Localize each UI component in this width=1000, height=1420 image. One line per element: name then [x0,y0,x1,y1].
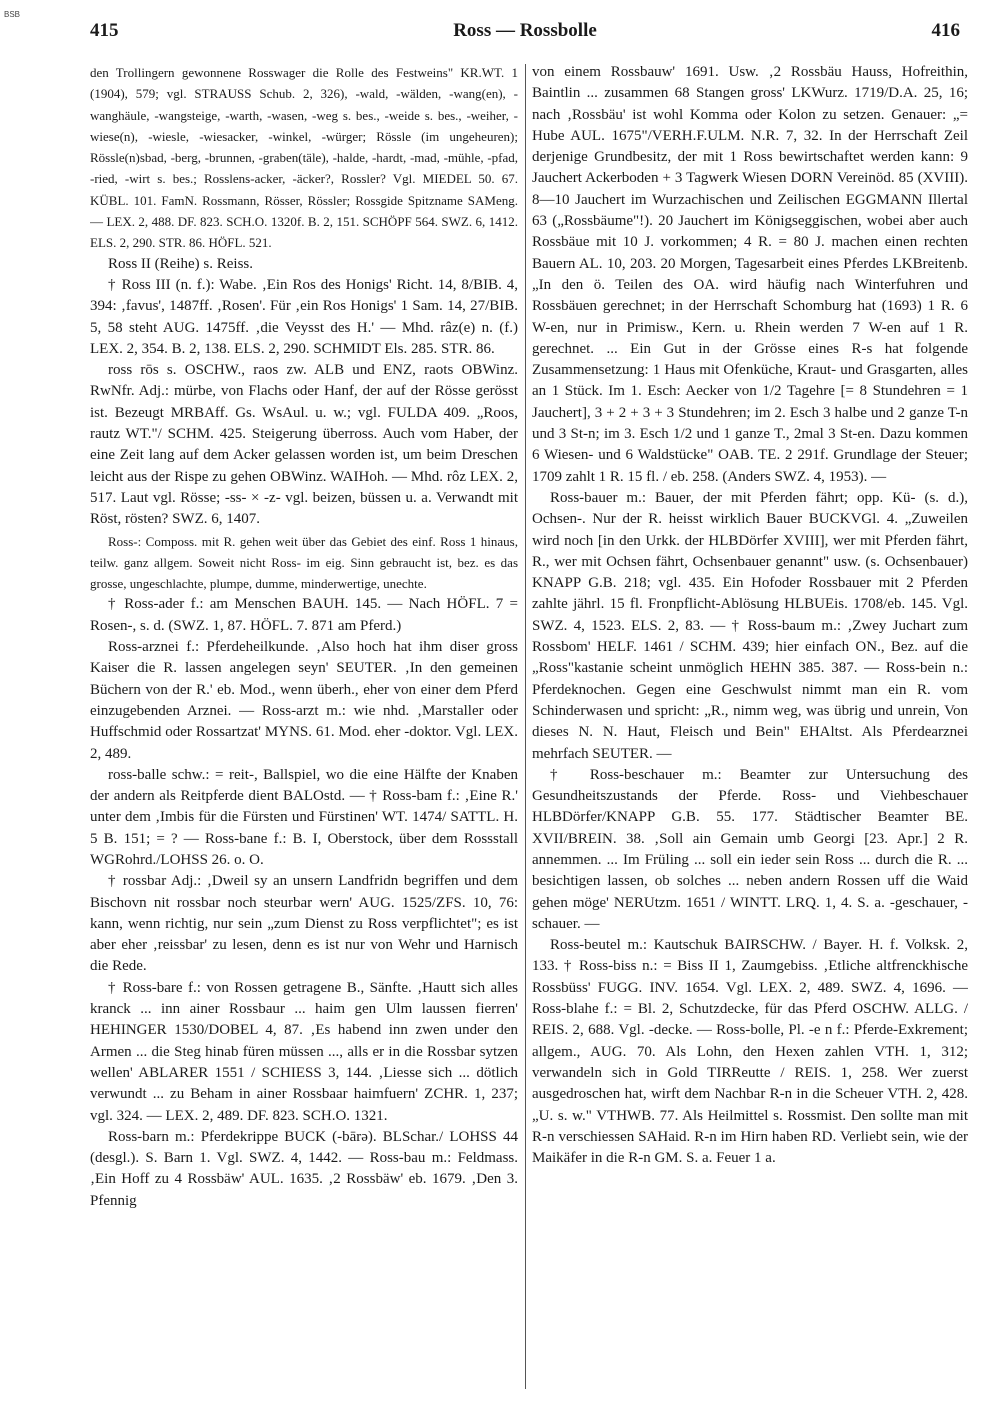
entry-ross-ii: Ross II (Reihe) s. Reiss. [108,255,253,272]
entry-ross-ader: † Ross-ader f.: am Menschen BAUH. 145. — Nach HÖFL. 7 = Rosen-, s. d. (SWZ. 1, 87. HÖFL. 7. 871 am Pferd.) [90,596,518,634]
running-header [90,16,960,46]
column-divider [525,64,526,1389]
entry-ross-iii: † Ross III (n. f.): Wabe. ‚Ein Ros des Honigs' Richt. 14, 8/BIB. 4, 394: ‚favus', 1487ff. ‚Rosen'. Für ‚ein Ros Honigs' 1 Sam. 14, 27/BIB. 5, 58 steht AUG. 1475ff. ‚die Veysst des H.' — Mhd. râz(e) n. (f.) LEX. 2, 354. B. 2, 138. ELS. 2, 290. SCHMIDT Els. 285. STR. 86. [90,276,518,357]
entry-ross-ros: ross rōs s. OSCHW., raos zw. ALB und ENZ, raots OBWinz. RwNfr. Adj.: mürbe, von Flachs oder Hanf, der auf der Rösse gerösst ist. Bezeugt MRBAff. Gs. WsAul. u. w.; vgl. FULDA 409. „Roos, rautz WT."/ SCHM. 425. Steigerung überross. Auch vom Haber, der eine Zeit lang auf dem Acker gelassen worden ist, um beim Dreschen leicht aus der Rispe zu gehen OBWinz. WAIHoh. — Mhd. rôz LEX. 2, 517. Laut vgl. Rösse; -ss- × -z- vgl. beizen, büssen u. a. Verwandt mit Röst, rösten? SWZ. 6, 1407. [90,362,518,528]
right-column [532,62,968,1410]
entry-ross-beutel: Ross-beutel m.: Kautschuk BAIRSCHW. / Bayer. H. f. Volksk. 2, 133. † Ross-biss n.: = Biss II 1, Zaumgebiss. ‚Etliche altfrenckhische Rossbüss' FUGG. INV. 1654. Vgl. LEX. 2, 489. SWZ. 4, 1696. — Ross-blahe f.: = Bl. 2, Schutzdecke, für das Pferd OSCHW. ALLG. / REIS. 2, 688. Vgl. -decke. — Ross-bolle, Pl. -e n f.: Pferde-Exkrement; allgem., AUG. 70. Als Lohn, den Hexen zahlen VTH. 1, 312; verwandeln sich in Gold TIRReutte / REIS. 1, 258. Wer zuerst ausgedroschen hat, wirft dem Nachbar R-n in die Scheuer VTH. 2, 428. „U. s. w." VTHWB. 77. Als Heilmittel s. Rossmist. Den sollte man mit R-n verschiessen SAHaid. R-n im Hirn haben RD. Verliebt sein, wie der Maikäfer in die R-n GM. S. a. Feuer 1 a. [532,937,968,1167]
entry-rossbar: † rossbar Adj.: ‚Dweil sy an unsern Landfridn begriffen und dem Bischovn nit rossbar noch steurbar wern' AUG. 1525/ZFS. 10, 76: kann, wenn richtig, nur sein „zum Dienst zu Ross verpflichtet"; es ist aber eher ‚reissbar' zu lesen, denn es ist nur von Wehr und Harnisch die Rede. [90,873,518,975]
entry-ross-beschauer: † Ross-beschauer m.: Beamter zur Untersuchung des Gesundheitszustands der Pferde. Ross- und Viehbeschauer HLBDörfer/KNAPP G.B. 55. 177. Städtischer Beamter BE. XVII/BREIN. 38. ‚Soll ain Gemain umb Georgi [23. Apr.] 2 R. annemmen. ... Im Früling ... soll ein ieder sein Ross ... durch die R. ... besichtigen lassen, ob solches ... neben andern Rossen uff die Waid gehen möge' NERUtzm. 1651 / WINTT. LRQ. 1, 4. S. a. -geschauer, -schauer. — [532,766,968,932]
entry-ross-barn: Ross-barn m.: Pferdekrippe BUCK (-bārə). BLSchar./ LOHSS 44 (desgl.). S. Barn 1. Vgl. SWZ. 4, 1442. — Ross-bau m.: Feldmass. ‚Ein Hoff zu 4 Rossbäw' AUL. 1635. ‚2 Rossbäw' eb. 1679. ‚Den 3. Pfennig [90,1128,518,1209]
header-title: Ross — Rossbolle [453,20,597,41]
entry-ross-balle: ross-balle schw.: = reit-, Ballspiel, wo die eine Hälfte der Knaben der andern als Reitpferde dient BALOstd. — † Ross-bam f.: ‚Eine R.' unter dem ‚Imbis für die Fürsten und Fürstinen' WT. 1474/ SATTL. H. 5 B. 151; = ? — Ross-bane f.: B. I, Oberstock, über dem Rossstall WGRohrd./LOHSS 26. o. O. [90,766,518,868]
entry-ross-bauer: Ross-bauer m.: Bauer, der mit Pferden fährt; opp. Kü- (s. d.), Ochsen-. Nur der R. heisst wirklich Bauer BUCKVGl. 4. „Zuweilen wird noch [in den Urkk. der HLBDörfer XVIII], wer mit Pferden fährt, R., wer mit Ochsen fährt, Ochsenbauer genannt" usw. (s. Ochsenbauer) KNAPP G.B. 218; vgl. 435. Ein Hofoder Rossbauer mit 2 Pferden zahlte jährl. 15 fl. Fronpflicht-Ablösung HLBUEis. 1708/eb. 145. Vgl. SWZ. 4, 1523. ELS. 2, 83. — † Ross-baum m.: ‚Zwey Juchart zum Rossbom' HELF. 1461 / SCHM. 439; hier einfach ON., Bez. auf die „Ross"kastanie scheint unmöglich HEHN 385. 387. — Ross-bein n.: Pferdeknochen. Gegen eine Geschwulst nimmt man ein R. vom Schinderwasen und spricht: „R., nimm weg, was übrig und unrein, Von dieses N. N. Haut, Fleisch und Bein" EHAltst. Als Pferdearznei mehrfach SEUTER. — [532,489,968,762]
entry-ross-compos: Ross-: Composs. mit R. gehen weit über das Gebiet des einf. Ross 1 hinaus, teilw. ganz allgem. Soweit nicht Ross- im eig. Sinn gebraucht ist, bez. es das grosse, ungeschlachte, plumpe, dumme, minderwertige, unechte. [90,533,518,592]
entry-trollinger: den Trollingern gewonnene Rosswager die Rolle des Festweins" KR.WT. 1 (1904), 579; vgl. STRAUSS Schub. 2, 326), -wald, -wälden, -wang(en), -wanghäule, -wangsteige, -warth, -wasen, -weg s. bes., -weide s. bes., -weiher, -wiese(n), -wiesle, -wiesacker, -winkel, -würger; Rössle (im ungeheuren); Rössle(n)sbad, -berg, -brunnen, -graben(täle), -halde, -hardt, -mad, -mühle, -pfad, -ried, -wirt s. bes.; Rosslens-acker, -äcker?, Rossler? Vgl. MIEDEL 50. 67. KÜBL. 101. FamN. Rossmann, Rösser, Rössler; Rossgide Spitzname SAMeng. — LEX. 2, 488. DF. 823. SCH.O. 1320f. B. 2, 151. SCHÖPF 564. SWZ. 6, 1412. ELS. 2, 290. STR. 86. HÖFL. 521. [90,65,518,251]
entry-rossbau-continued: von einem Rossbauw' 1691. Usw. ‚2 Rossbäu Hauss, Hofreithin, Baintlin ... zusammen 68 Stangen gross' LKWurz. 1719/D.A. 25, 16; nach ‚Rossbäu' ist wohl Komma oder Kolon zu setzen. Genauer: „= Hube AUL. 1675"/VERH.F.ULM. N.R. 7, 32. In der Herrschaft Zeil derjenige Grundbesitz, der mit 1 Ross bewirtschaftet werden kann: 9 Jauchert Ackerboden + 3 Tagwerk Wiesen DORN Vereinöd. 85 (XVIII). 8—10 Jauchert im Wurzachischen und Zeilischen EGGMANN Illertal 63 („Rossbäume"!). 20 Jauchert im Königseggischen, wobei aber auch Rossbäue mit 10 J. vorkommen; 4 R. = 80 J. machen einen rechten Bauern AL. 10, 203. 20 Morgen, Tagesarbeit eines Pferdes LKBreitenb. „In den ö. Teilen des OA. wird häufig nach Winterfuhren und Rossbäuen gerechnet; in der Herrschaft Schomburg hat (1693) 1 R. 6 W-en, nur in Primisw., Kern. u. Rhein werden 7 W-en auf 1 R. gerechnet. ... Ein Gut in der Grösse eines R-s hat folgende Zusammensetzung: 1 Haus mit Ofenküche, Kraut- und Grasgarten, alles an 1 Stück. Im 1. Esch: Aecker von 1/2 Tagehre [= 8 Stundehren = 1 Jauchert], 3 + 2 + 3 + 3 Stundehren; im 2. Esch 3 halbe und 2 ganze T-n und 3 St-n; im 3. Esch 1/2 und 1 ganze T., 2mal 3 St-en. Dazu kommen 6 Wiesen- und 6 Waldstücke" OAB. TE. 2 291f. Grundlage der Steuer; 1709 zahlt 1 R. 15 fl. / eb. 258. (Anders SWZ. 4, 1953). — [532,64,968,485]
page-number-right: 416 [931,20,960,41]
entry-ross-bare: † Ross-bare f.: von Rossen getragene B., Sänfte. ‚Hautt sich alles kranck ... inn ainer Rossbaur ... haim gen Ulm laussen fierren' HEHINGER 1530/DOBEL 4, 87. ‚Es habend inn zwen under den Armen ... die Steg hinab füren müssen ..., alls er in die Rossbar sytzen wellen' ABLARER 1551 / SCHIESS 3, 144. ‚Liesse sich ... dötlich verwundt ... zu Beham in ainer Rossbaar haimfuern' ZCHR. 1, 237; vgl. 324. — LEX. 2, 489. DF. 823. SCH.O. 1321. [90,979,518,1124]
library-stamp: BSB [4,10,21,19]
left-column [90,62,518,1410]
entry-ross-arznei: Ross-arznei f.: Pferdeheilkunde. ‚Also hoch hat ihm diser gross Kaiser die R. lassen angelegen seyn' SEUTER. ‚In den gemeinen Büchern von der R.' eb. Mod., wenn überh., eher von einer dem Pferd einzugebenden Arznei. — Ross-arzt m.: wie nhd. ‚Marstaller oder Huffschmid oder Rossartzat' MYNS. 61. Mod. eher -doktor. Vgl. LEX. 2, 489. [90,639,518,762]
page-number-left: 415 [90,20,119,41]
